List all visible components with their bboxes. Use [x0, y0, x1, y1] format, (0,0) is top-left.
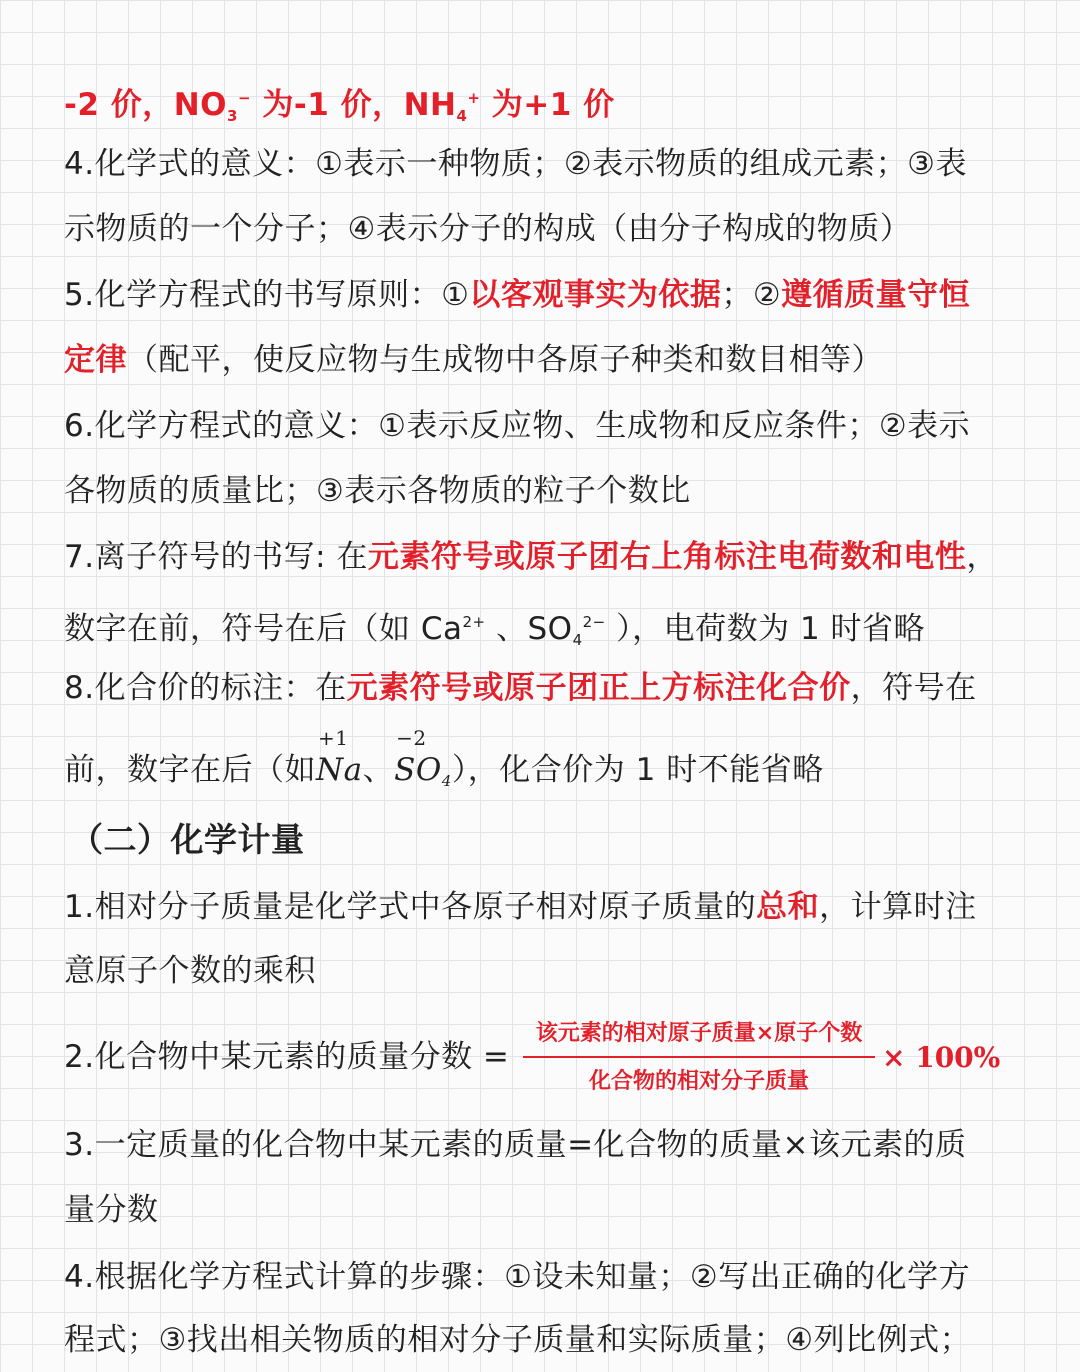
line-mass-fraction: 2.化合物中某元素的质量分数 = [64, 1039, 510, 1075]
line-equation-principle-1: 5.化学方程式的书写原则：①以客观事实为依据；②遵循质量守恒 [64, 277, 971, 313]
line-molecular-mass-2: 意原子个数的乘积 [64, 953, 316, 989]
mass-fraction-formula [523, 1018, 875, 1098]
line-calc-steps-2: 程式；③找出相关物质的相对分子质量和实际质量；④列比例式； [64, 1322, 972, 1358]
line-equation-principle-2: 定律（配平，使反应物与生成物中各原子种类和数目相等） [64, 342, 883, 378]
line-equation-meaning-2: 各物质的质量比；③表示各物质的粒子个数比 [64, 473, 691, 509]
line-formula-meaning-1: 4.化学式的意义：①表示一种物质；②表示物质的组成元素；③表 [64, 146, 967, 182]
line-valence-mark-1: 8.化合价的标注：在元素符号或原子团正上方标注化合价，符号在 [64, 670, 977, 706]
fraction-bar [523, 1056, 875, 1058]
line-valence-ions: -2 价，$NO_3^-$ 为-1 价，$NH_4^+$ 为+1 价 [64, 87, 615, 125]
na-valence: +1 Na [316, 726, 363, 788]
line-ion-symbol-1: 7.离子符号的书写: 在元素符号或原子团右上角标注电荷数和电性， [64, 539, 998, 575]
line-calc-steps-1: 4.根据化学方程式计算的步骤：①设未知量；②写出正确的化学方 [64, 1259, 971, 1295]
section-heading: （二）化学计量 [70, 820, 305, 859]
fraction-denominator: 化合物的相对分子质量 [588, 1069, 809, 1094]
line-valence-mark-2: 前，数字在后（如 +1 Na、 −2 $SO_4$），化合价为 1 时不能省略 [64, 750, 824, 801]
line-molecular-mass-1: 1.相对分子质量是化学式中各原子相对原子质量的总和，计算时注 [64, 889, 977, 925]
so4-valence: −2 $SO_4$ [394, 726, 452, 790]
line-ion-symbol-2: 数字在前，符号在后（如 $Ca^{2+}$ 、$SO_4^{2-}$ ），电荷数为 1 时省略 [64, 611, 926, 649]
line-formula-meaning-2: 示物质的一个分子；④表示分子的构成（由分子构成的物质） [64, 211, 912, 247]
percent-factor: × 100% [882, 1041, 1001, 1074]
line-equation-meaning-1: 6.化学方程式的意义：①表示反应物、生成物和反应条件；②表示 [64, 408, 971, 444]
fraction-numerator: 该元素的相对原子质量×原子个数 [535, 1021, 863, 1046]
line-element-mass-1: 3.一定质量的化合物中某元素的质量=化合物的质量×该元素的质 [64, 1127, 967, 1163]
line-element-mass-2: 量分数 [64, 1192, 159, 1228]
